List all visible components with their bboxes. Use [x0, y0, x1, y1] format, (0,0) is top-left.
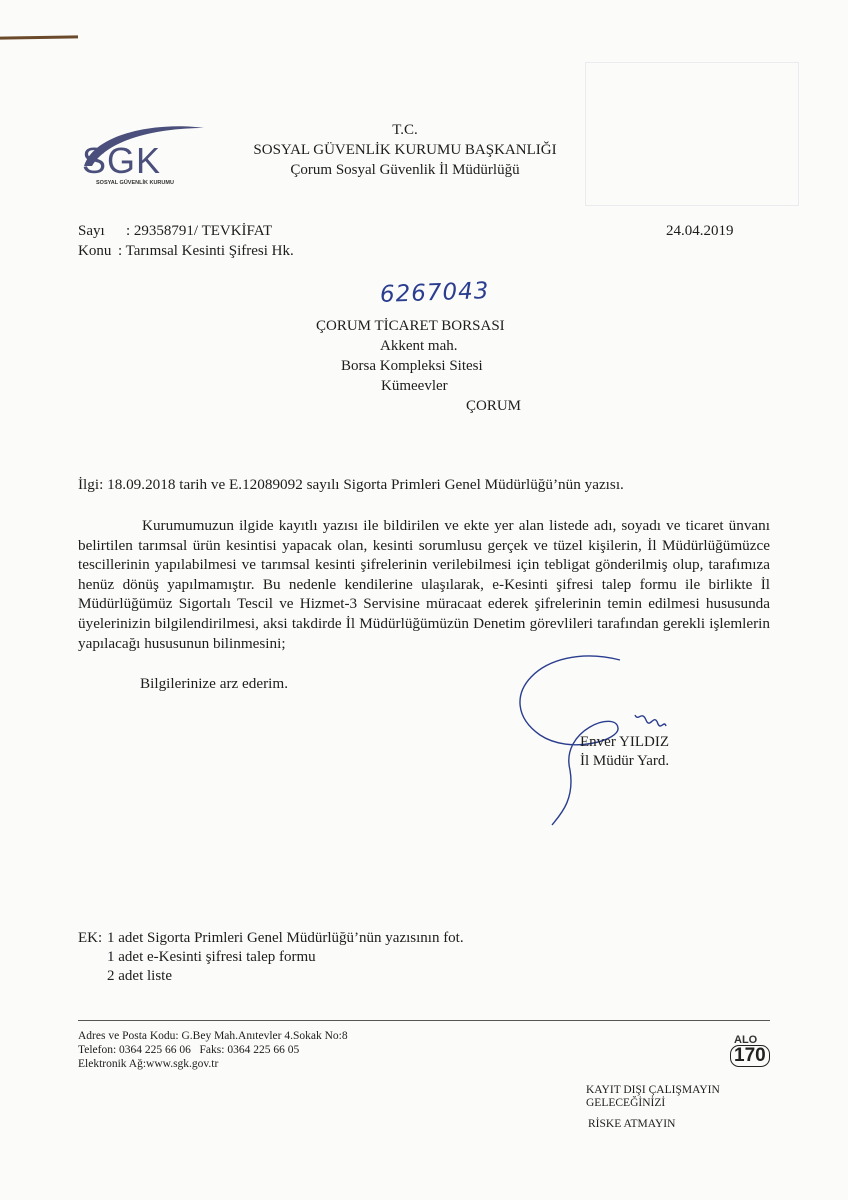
bleed-through-stamp [585, 62, 799, 206]
footer-address: Adres ve Posta Kodu: G.Bey Mah.Anıtevler 4.Sokak No:8 [78, 1030, 348, 1042]
body-paragraph: Kurumumuzun ilgide kayıtlı yazısı ile bildirilen ve ekte yer alan listede adı, soyadı ve ticaret ünvanı belirtilen tarımsal ürün kesintisi yapacak olan, kesinti sorumlusu gerçek ve tüzel kişilerin, İl Müdürlüğümüzce tescillerinin yapılabilmesi ve tarımsal kesinti şifrelerinin verilebilmesi için tebligat gönderilmiş olup, tarafımıza henüz dönüş yapılmamıştır. Bu nedenle kendilerine ulaşılarak, e-Kesinti şifresi talep formu ile birlikte İl Müdürlüğümüz Sigortalı Tescil ve Hizmet-3 Servisine müracaat ederek şifrelerinin temin edilmesi hususunda üyelerinizin bilgilendirilmesi, aksi takdirde İl Müdürlüğümüzün Denetim görevlileri tarafından gerekli işlemlerin yapılacağı hususunun bilinmesini; [78, 517, 770, 652]
attachment-item: 1 adet e-Kesinti şifresi talep formu [107, 949, 316, 965]
sgk-logo [76, 120, 206, 192]
signatory-title: İl Müdür Yard. [580, 753, 670, 769]
attachment-item: 2 adet liste [107, 968, 172, 984]
sayi-label: Sayı [78, 223, 105, 239]
handwritten-number: 6267043 [379, 278, 490, 308]
header-directorate: Çorum Sosyal Güvenlik İl Müdürlüğü [290, 162, 520, 178]
slogan-line3: RİSKE ATMAYIN [588, 1118, 676, 1130]
recipient-line2: Borsa Kompleksi Sitesi [341, 358, 483, 374]
logo-text: SGK [82, 140, 162, 181]
konu-value: : Tarımsal Kesinti Şifresi Hk. [118, 243, 294, 259]
recipient-name: ÇORUM TİCARET BORSASI [316, 318, 505, 334]
alo-number: 170 [730, 1045, 770, 1067]
footer-web: Elektronik Ağ:www.sgk.gov.tr [78, 1058, 219, 1070]
logo-subtext: SOSYAL GÜVENLİK KURUMU [96, 180, 174, 186]
header-tc: T.C. [392, 122, 418, 138]
attachments-label: EK: [78, 930, 103, 946]
recipient-line3: Kümeevler [381, 378, 448, 394]
alo-170-logo [680, 1034, 770, 1074]
signatory-name: Enver YILDIZ [580, 734, 669, 750]
sayi-value: : 29358791/ TEVKİFAT [126, 223, 273, 239]
footer-phone: Telefon: 0364 225 66 06 Faks: 0364 225 66 05 [78, 1044, 300, 1056]
slogan-line2: GELECEĞİNİZİ [586, 1097, 666, 1109]
footer-divider [78, 1020, 770, 1021]
scan-mark [0, 35, 78, 39]
konu-label: Konu [78, 243, 112, 259]
alo-label: ALO [734, 1034, 758, 1046]
slogan-line1: KAYIT DIŞI ÇALIŞMAYIN [586, 1084, 720, 1096]
reference-line: İlgi: 18.09.2018 tarih ve E.12089092 sayılı Sigorta Primleri Genel Müdürlüğü’nün yazısı. [78, 476, 624, 493]
recipient-city: ÇORUM [466, 398, 522, 414]
attachment-item: 1 adet Sigorta Primleri Genel Müdürlüğü’nün yazısının fot. [107, 930, 464, 946]
recipient-line1: Akkent mah. [380, 338, 458, 354]
document-date: 24.04.2019 [666, 223, 734, 239]
body-closing: Bilgilerinize arz ederim. [140, 675, 289, 692]
header-institution: SOSYAL GÜVENLİK KURUMU BAŞKANLIĞI [253, 142, 557, 158]
